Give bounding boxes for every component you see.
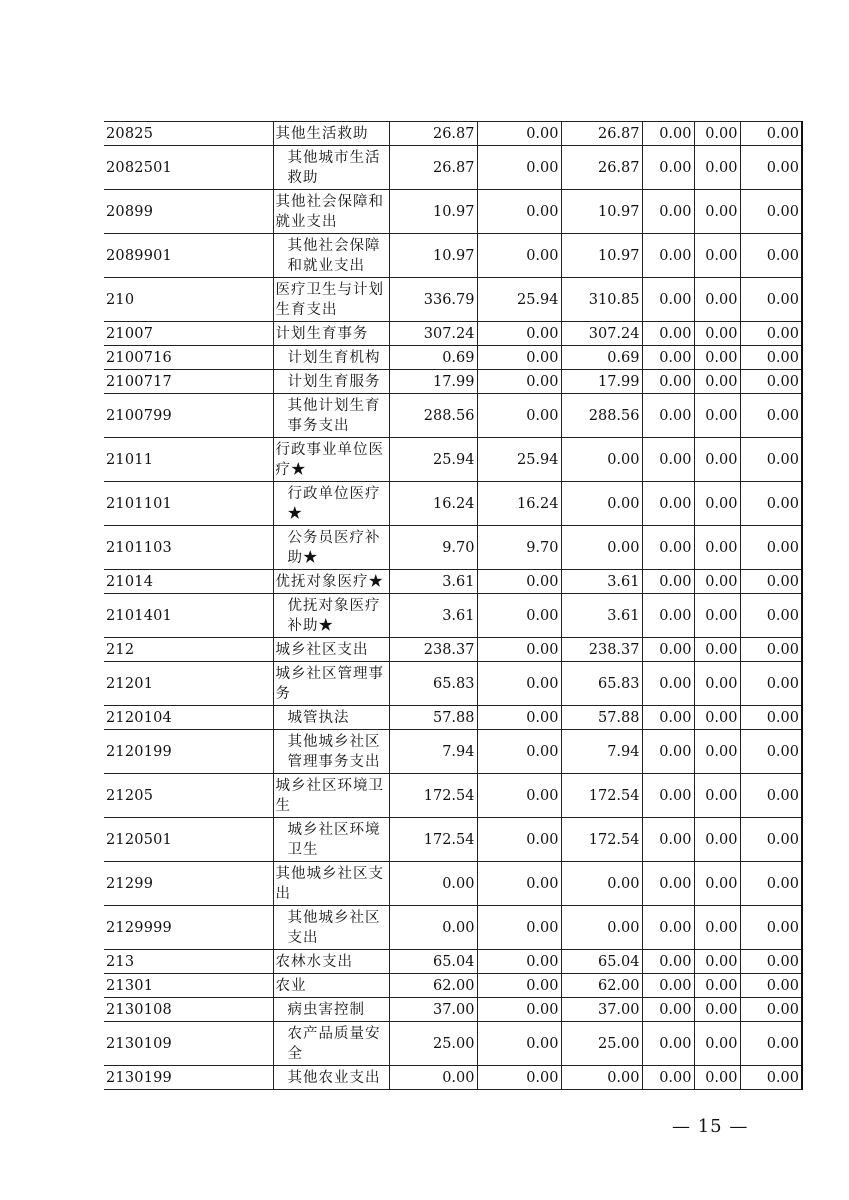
amount-col6: 0.00 <box>740 190 802 234</box>
amount-basic: 0.00 <box>477 1022 561 1066</box>
subject-name: 行政单位医疗★ <box>273 482 389 526</box>
amount-col4: 0.00 <box>642 706 694 730</box>
amount-total: 9.70 <box>389 526 477 570</box>
amount-basic: 0.00 <box>477 394 561 438</box>
subject-code: 20899 <box>104 190 273 234</box>
table-row <box>104 638 802 662</box>
table-row <box>104 438 802 482</box>
amount-col6: 0.00 <box>740 526 802 570</box>
amount-project: 7.94 <box>561 730 642 774</box>
subject-code: 2100799 <box>104 394 273 438</box>
amount-col4: 0.00 <box>642 1022 694 1066</box>
amount-col4: 0.00 <box>642 998 694 1022</box>
amount-project: 0.00 <box>561 526 642 570</box>
amount-basic: 0.00 <box>477 906 561 950</box>
table-row <box>104 1022 802 1066</box>
amount-col5: 0.00 <box>694 1066 740 1090</box>
subject-code: 21299 <box>104 862 273 906</box>
amount-col4: 0.00 <box>642 906 694 950</box>
amount-col6: 0.00 <box>740 346 802 370</box>
amount-total: 10.97 <box>389 190 477 234</box>
amount-basic: 0.00 <box>477 1066 561 1090</box>
table-row <box>104 1066 802 1090</box>
subject-name: 计划生育事务 <box>273 322 389 346</box>
amount-col6: 0.00 <box>740 662 802 706</box>
amount-total: 0.69 <box>389 346 477 370</box>
table-row <box>104 570 802 594</box>
amount-col6: 0.00 <box>740 706 802 730</box>
amount-project: 0.00 <box>561 906 642 950</box>
amount-basic: 0.00 <box>477 730 561 774</box>
table-row <box>104 774 802 818</box>
table-row <box>104 862 802 906</box>
amount-col6: 0.00 <box>740 998 802 1022</box>
amount-total: 65.04 <box>389 950 477 974</box>
amount-project: 0.69 <box>561 346 642 370</box>
amount-col5: 0.00 <box>694 1022 740 1066</box>
amount-col4: 0.00 <box>642 570 694 594</box>
subject-name: 其他社会保障和就业支出 <box>273 190 389 234</box>
amount-col5: 0.00 <box>694 482 740 526</box>
amount-project: 65.83 <box>561 662 642 706</box>
amount-basic: 0.00 <box>477 950 561 974</box>
amount-col4: 0.00 <box>642 594 694 638</box>
amount-col6: 0.00 <box>740 906 802 950</box>
subject-code: 2130108 <box>104 998 273 1022</box>
amount-col6: 0.00 <box>740 482 802 526</box>
subject-name: 其他城乡社区管理事务支出 <box>273 730 389 774</box>
amount-project: 310.85 <box>561 278 642 322</box>
amount-col5: 0.00 <box>694 438 740 482</box>
subject-code: 2120501 <box>104 818 273 862</box>
amount-col5: 0.00 <box>694 234 740 278</box>
amount-project: 0.00 <box>561 438 642 482</box>
table-row <box>104 278 802 322</box>
amount-total: 65.83 <box>389 662 477 706</box>
subject-code: 213 <box>104 950 273 974</box>
amount-col5: 0.00 <box>694 818 740 862</box>
subject-name: 行政事业单位医疗★ <box>273 438 389 482</box>
subject-name: 优抚对象医疗补助★ <box>273 594 389 638</box>
table-row <box>104 146 802 190</box>
amount-col5: 0.00 <box>694 974 740 998</box>
subject-name: 城乡社区环境卫生 <box>273 774 389 818</box>
amount-total: 16.24 <box>389 482 477 526</box>
subject-name: 城乡社区管理事务 <box>273 662 389 706</box>
table-row <box>104 346 802 370</box>
amount-basic: 0.00 <box>477 594 561 638</box>
amount-total: 0.00 <box>389 1066 477 1090</box>
amount-col4: 0.00 <box>642 190 694 234</box>
amount-col4: 0.00 <box>642 774 694 818</box>
amount-col5: 0.00 <box>694 662 740 706</box>
amount-col4: 0.00 <box>642 862 694 906</box>
amount-project: 17.99 <box>561 370 642 394</box>
amount-col5: 0.00 <box>694 862 740 906</box>
amount-basic: 25.94 <box>477 278 561 322</box>
table-row <box>104 730 802 774</box>
amount-basic: 0.00 <box>477 998 561 1022</box>
amount-col4: 0.00 <box>642 322 694 346</box>
amount-col6: 0.00 <box>740 974 802 998</box>
amount-project: 0.00 <box>561 1066 642 1090</box>
amount-basic: 0.00 <box>477 774 561 818</box>
subject-code: 2120104 <box>104 706 273 730</box>
amount-basic: 0.00 <box>477 322 561 346</box>
table-row <box>104 122 802 146</box>
subject-name: 其他生活救助 <box>273 122 389 146</box>
amount-col6: 0.00 <box>740 950 802 974</box>
amount-col4: 0.00 <box>642 438 694 482</box>
amount-basic: 0.00 <box>477 346 561 370</box>
amount-project: 3.61 <box>561 570 642 594</box>
table-row <box>104 370 802 394</box>
amount-total: 172.54 <box>389 818 477 862</box>
amount-col6: 0.00 <box>740 322 802 346</box>
table-row <box>104 394 802 438</box>
amount-col4: 0.00 <box>642 234 694 278</box>
subject-code: 212 <box>104 638 273 662</box>
amount-col6: 0.00 <box>740 146 802 190</box>
amount-total: 238.37 <box>389 638 477 662</box>
subject-name: 其他社会保障和就业支出 <box>273 234 389 278</box>
amount-col5: 0.00 <box>694 146 740 190</box>
amount-col6: 0.00 <box>740 862 802 906</box>
amount-project: 62.00 <box>561 974 642 998</box>
subject-code: 20825 <box>104 122 273 146</box>
amount-col4: 0.00 <box>642 974 694 998</box>
subject-code: 21201 <box>104 662 273 706</box>
amount-col6: 0.00 <box>740 774 802 818</box>
amount-total: 307.24 <box>389 322 477 346</box>
amount-total: 3.61 <box>389 570 477 594</box>
amount-project: 307.24 <box>561 322 642 346</box>
subject-name: 其他城市生活救助 <box>273 146 389 190</box>
amount-total: 37.00 <box>389 998 477 1022</box>
table-row <box>104 974 802 998</box>
amount-col4: 0.00 <box>642 950 694 974</box>
amount-project: 172.54 <box>561 818 642 862</box>
amount-total: 0.00 <box>389 906 477 950</box>
amount-project: 10.97 <box>561 190 642 234</box>
page-number: — 15 — <box>672 1116 749 1137</box>
amount-total: 3.61 <box>389 594 477 638</box>
amount-col4: 0.00 <box>642 662 694 706</box>
amount-total: 25.00 <box>389 1022 477 1066</box>
amount-col6: 0.00 <box>740 570 802 594</box>
table-row <box>104 706 802 730</box>
subject-code: 21014 <box>104 570 273 594</box>
amount-total: 26.87 <box>389 146 477 190</box>
amount-col4: 0.00 <box>642 370 694 394</box>
amount-basic: 0.00 <box>477 570 561 594</box>
subject-name: 公务员医疗补助★ <box>273 526 389 570</box>
subject-code: 2100717 <box>104 370 273 394</box>
subject-name: 医疗卫生与计划生育支出 <box>273 278 389 322</box>
subject-name: 农林水支出 <box>273 950 389 974</box>
amount-project: 57.88 <box>561 706 642 730</box>
amount-project: 288.56 <box>561 394 642 438</box>
amount-total: 0.00 <box>389 862 477 906</box>
amount-basic: 0.00 <box>477 370 561 394</box>
amount-col5: 0.00 <box>694 706 740 730</box>
amount-basic: 0.00 <box>477 818 561 862</box>
table-row <box>104 998 802 1022</box>
amount-total: 288.56 <box>389 394 477 438</box>
subject-name: 病虫害控制 <box>273 998 389 1022</box>
amount-total: 25.94 <box>389 438 477 482</box>
subject-name: 城乡社区支出 <box>273 638 389 662</box>
subject-code: 21011 <box>104 438 273 482</box>
subject-code: 2100716 <box>104 346 273 370</box>
subject-code: 21301 <box>104 974 273 998</box>
amount-col6: 0.00 <box>740 234 802 278</box>
amount-col5: 0.00 <box>694 774 740 818</box>
amount-col5: 0.00 <box>694 346 740 370</box>
subject-name: 计划生育服务 <box>273 370 389 394</box>
amount-project: 26.87 <box>561 146 642 190</box>
table-row <box>104 234 802 278</box>
subject-code: 2120199 <box>104 730 273 774</box>
amount-col6: 0.00 <box>740 1022 802 1066</box>
amount-col5: 0.00 <box>694 122 740 146</box>
amount-basic: 0.00 <box>477 234 561 278</box>
amount-col5: 0.00 <box>694 322 740 346</box>
amount-project: 10.97 <box>561 234 642 278</box>
amount-col4: 0.00 <box>642 638 694 662</box>
subject-code: 2101101 <box>104 482 273 526</box>
amount-basic: 0.00 <box>477 662 561 706</box>
amount-project: 0.00 <box>561 482 642 526</box>
subject-code: 2101103 <box>104 526 273 570</box>
amount-col4: 0.00 <box>642 482 694 526</box>
amount-basic: 0.00 <box>477 706 561 730</box>
amount-col6: 0.00 <box>740 594 802 638</box>
budget-expenditure-table <box>104 121 803 1090</box>
amount-total: 62.00 <box>389 974 477 998</box>
subject-code: 2129999 <box>104 906 273 950</box>
amount-col4: 0.00 <box>642 278 694 322</box>
table-row <box>104 594 802 638</box>
amount-basic: 0.00 <box>477 862 561 906</box>
amount-total: 17.99 <box>389 370 477 394</box>
amount-total: 7.94 <box>389 730 477 774</box>
table-row <box>104 322 802 346</box>
amount-project: 238.37 <box>561 638 642 662</box>
table-row <box>104 526 802 570</box>
subject-name: 计划生育机构 <box>273 346 389 370</box>
subject-name: 其他农业支出 <box>273 1066 389 1090</box>
amount-basic: 16.24 <box>477 482 561 526</box>
subject-name: 其他计划生育事务支出 <box>273 394 389 438</box>
amount-col5: 0.00 <box>694 394 740 438</box>
amount-col6: 0.00 <box>740 278 802 322</box>
amount-project: 37.00 <box>561 998 642 1022</box>
subject-name: 城管执法 <box>273 706 389 730</box>
amount-col6: 0.00 <box>740 438 802 482</box>
amount-col6: 0.00 <box>740 1066 802 1090</box>
amount-total: 26.87 <box>389 122 477 146</box>
amount-basic: 25.94 <box>477 438 561 482</box>
table-body <box>104 122 802 1090</box>
amount-basic: 0.00 <box>477 974 561 998</box>
amount-col6: 0.00 <box>740 730 802 774</box>
amount-col4: 0.00 <box>642 394 694 438</box>
amount-total: 336.79 <box>389 278 477 322</box>
amount-col5: 0.00 <box>694 278 740 322</box>
table-row <box>104 950 802 974</box>
subject-name: 农业 <box>273 974 389 998</box>
amount-col4: 0.00 <box>642 730 694 774</box>
amount-col4: 0.00 <box>642 346 694 370</box>
subject-code: 2082501 <box>104 146 273 190</box>
amount-col5: 0.00 <box>694 594 740 638</box>
amount-col5: 0.00 <box>694 526 740 570</box>
subject-code: 2130199 <box>104 1066 273 1090</box>
amount-basic: 0.00 <box>477 638 561 662</box>
amount-col4: 0.00 <box>642 146 694 190</box>
subject-code: 2089901 <box>104 234 273 278</box>
amount-project: 172.54 <box>561 774 642 818</box>
subject-name: 其他城乡社区支出 <box>273 906 389 950</box>
amount-col6: 0.00 <box>740 638 802 662</box>
amount-basic: 0.00 <box>477 190 561 234</box>
table-row <box>104 190 802 234</box>
amount-col6: 0.00 <box>740 818 802 862</box>
table-row <box>104 906 802 950</box>
amount-col4: 0.00 <box>642 818 694 862</box>
amount-basic: 0.00 <box>477 146 561 190</box>
amount-col5: 0.00 <box>694 638 740 662</box>
amount-col6: 0.00 <box>740 370 802 394</box>
table-row <box>104 662 802 706</box>
amount-col5: 0.00 <box>694 570 740 594</box>
subject-name: 城乡社区环境卫生 <box>273 818 389 862</box>
subject-name: 优抚对象医疗★ <box>273 570 389 594</box>
amount-col5: 0.00 <box>694 370 740 394</box>
amount-col6: 0.00 <box>740 122 802 146</box>
amount-project: 65.04 <box>561 950 642 974</box>
amount-col4: 0.00 <box>642 1066 694 1090</box>
amount-col4: 0.00 <box>642 526 694 570</box>
table-row <box>104 482 802 526</box>
subject-name: 农产品质量安全 <box>273 1022 389 1066</box>
table-row <box>104 818 802 862</box>
amount-basic: 9.70 <box>477 526 561 570</box>
amount-col5: 0.00 <box>694 906 740 950</box>
amount-project: 0.00 <box>561 862 642 906</box>
amount-col5: 0.00 <box>694 950 740 974</box>
amount-total: 10.97 <box>389 234 477 278</box>
amount-col6: 0.00 <box>740 394 802 438</box>
subject-code: 210 <box>104 278 273 322</box>
amount-project: 25.00 <box>561 1022 642 1066</box>
subject-code: 21205 <box>104 774 273 818</box>
amount-col5: 0.00 <box>694 998 740 1022</box>
amount-basic: 0.00 <box>477 122 561 146</box>
amount-project: 3.61 <box>561 594 642 638</box>
amount-project: 26.87 <box>561 122 642 146</box>
amount-col4: 0.00 <box>642 122 694 146</box>
subject-code: 21007 <box>104 322 273 346</box>
amount-col5: 0.00 <box>694 190 740 234</box>
subject-code: 2130109 <box>104 1022 273 1066</box>
subject-name: 其他城乡社区支出 <box>273 862 389 906</box>
amount-col5: 0.00 <box>694 730 740 774</box>
amount-total: 172.54 <box>389 774 477 818</box>
amount-total: 57.88 <box>389 706 477 730</box>
subject-code: 2101401 <box>104 594 273 638</box>
